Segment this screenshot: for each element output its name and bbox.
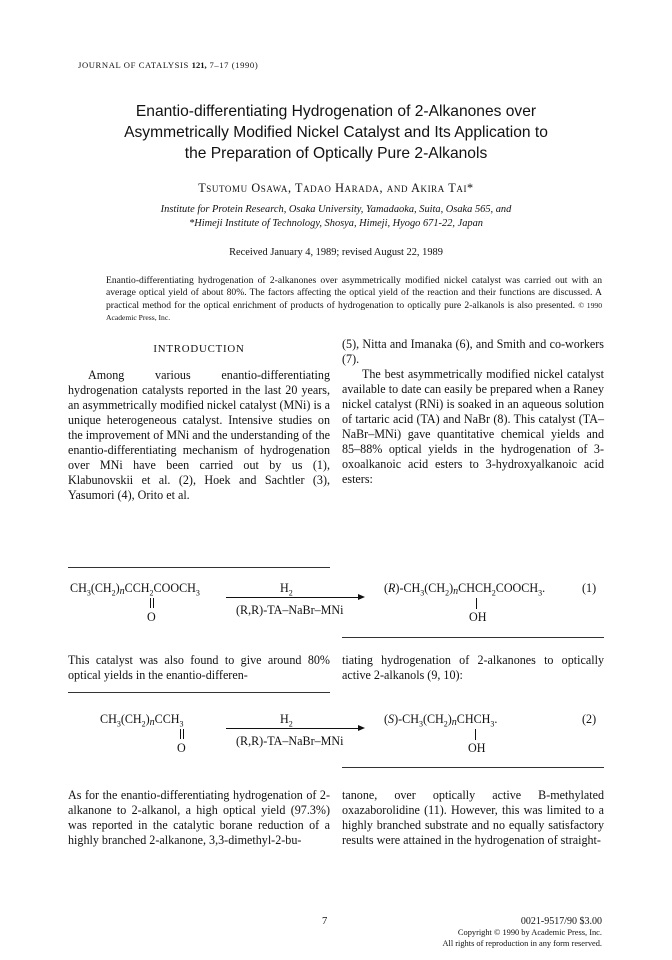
footer-rights: All rights of reproduction in any form reserved. [442, 939, 602, 948]
paper-title [40, 101, 632, 164]
eq2-reagent-bottom: (R,R)-TA–NaBr–MNi [236, 734, 344, 748]
footer-copyright: Copyright © 1990 by Academic Press, Inc. [457, 928, 602, 937]
eq1-arrow-line [226, 597, 360, 598]
eq2-number: (2) [582, 712, 597, 726]
eq1-double-bond [150, 598, 154, 608]
eq2-arrow-head [358, 725, 365, 731]
title-line-3: the Preparation of Optically Pure 2-Alkanols [184, 145, 488, 162]
title-line-1: Enantio-differentiating Hydrogenation of 2-Alkanones over [135, 103, 537, 120]
affiliation-line-2: *Himeji Institute of Technology, Shosya, Himeji, Hyogo 671-22, Japan [189, 217, 483, 229]
eq2-double-bond [180, 729, 184, 739]
journal-pages: 7–17 (1990) [209, 60, 259, 70]
journal-header [78, 60, 258, 70]
eq1-single-bond [476, 598, 477, 609]
mid-right-paragraph: tiating hydrogenation of 2-alkanones to optically active 2-alkanols (9, 10): [342, 653, 604, 682]
eq2-single-bond [475, 729, 476, 740]
abstract-copyright: © 1990 Academic Press, Inc. [106, 300, 602, 323]
journal-volume: 121, [191, 60, 207, 70]
section-heading: INTRODUCTION [153, 343, 245, 355]
eq2-oxygen: O [177, 741, 186, 755]
mid-left-paragraph: This catalyst was also found to give around 80% optical yields in the enantio-differen- [68, 653, 330, 682]
eq1-reactant: $CH_3(CH_2)nCCH_2COOCH_3$ [70, 581, 200, 598]
abstract [106, 275, 602, 325]
intro-right-paragraph-1: (5), Nitta and Imanaka (6), and Smith and co-workers (7). [342, 337, 604, 366]
issn: 0021-9517/90 $3.00 [520, 916, 602, 927]
eq1-reagent-top: $H_2$ [280, 581, 293, 598]
affiliation-line-1: Institute for Protein Research, Osaka University, Yamadaoka, Suita, Osaka 565, and [160, 204, 512, 215]
eq1-reagent-bottom: (R,R)-TA–NaBr–MNi [236, 603, 344, 617]
left-rule-eq1 [68, 567, 330, 568]
right-rule-eq1 [342, 637, 604, 638]
eq2-reagent-top: $H_2$ [280, 712, 293, 729]
affiliation [60, 203, 612, 230]
eq1-arrow-head [358, 594, 365, 600]
abstract-text: Enantio-differentiating hydrogenation of 2-alkanones over asymmetrically modified nickel catalyst was carried out with an average optical yield of about 80%. The factors affecting the optical yield of the reaction and their functions are discussed. A practical method for the optical enrichment of products of hydrogenation to optically pure 2-alkanols is also presented. [106, 275, 602, 311]
bottom-right-paragraph: tanone, over optically active B-methylated oxazaborolidine (11). However, this was limited to a highly branched substrate and no equally satisfactory results were attained in the hydrogenation of straight- [342, 788, 604, 847]
eq2-hydroxyl: OH [468, 741, 486, 755]
eq1-hydroxyl: OH [469, 610, 487, 624]
right-rule-eq2 [342, 767, 604, 768]
received-dates: Received January 4, 1989; revised August 22, 1989 [229, 247, 443, 258]
intro-right-paragraph-2: The best asymmetrically modified nickel catalyst available to date can easily be prepared when a Raney nickel catalyst (RNi) is soaked in an aqueous solution of tartaric acid (TA) and NaBr (8). This catalyst (TA–NaBr–MNi) gave quantitative chemical yields and 85–88% optical yields in the hydrogenation of 3-oxoalkanoic acid esters to 3-hydroxyalkanoic acid esters: [342, 367, 604, 486]
eq2-reactant: $CH_3(CH_2)nCCH_3$ [100, 712, 184, 729]
journal-name: JOURNAL OF CATALYSIS [78, 60, 189, 70]
footer [442, 916, 602, 949]
left-rule-eq2 [68, 692, 330, 693]
title-line-2: Asymmetrically Modified Nickel Catalyst and Its Application to [124, 124, 548, 141]
page-number: 7 [322, 916, 328, 927]
eq1-oxygen: O [147, 610, 156, 624]
bottom-left-paragraph: As for the enantio-differentiating hydrogenation of 2-alkanone to 2-alkanol, a high optical yield (97.3%) was reported in the catalytic borane reduction of a highly branched 2-alkanone, 3,3-dimethyl-2-bu- [68, 788, 330, 847]
authors: Tsutomu Osawa, Tadao Harada, and Akira Tai* [198, 181, 474, 195]
eq1-number: (1) [582, 581, 597, 595]
eq2-product: $(S)-CH_3(CH_2)nCHCH_3$. [384, 712, 498, 729]
intro-left-paragraph: Among various enantio-differentiating hydrogenation catalysts reported in the last 20 years, an asymmetrically modified nickel catalyst (MNi) is a unique heterogeneous catalyst. Intensive studies on the improvement of MNi and the understanding of the enantio-differentiating mechanism of hydrogenation over MNi have been carried out by us (1), Klabunovskii et al. (2), Hoek and Sachtler (3), Yasumori (4), Orito et al. [68, 368, 330, 502]
eq1-product: $(R)-CH_3(CH_2)nCHCH_2COOCH_3$. [384, 581, 546, 598]
eq2-arrow-line [226, 728, 360, 729]
